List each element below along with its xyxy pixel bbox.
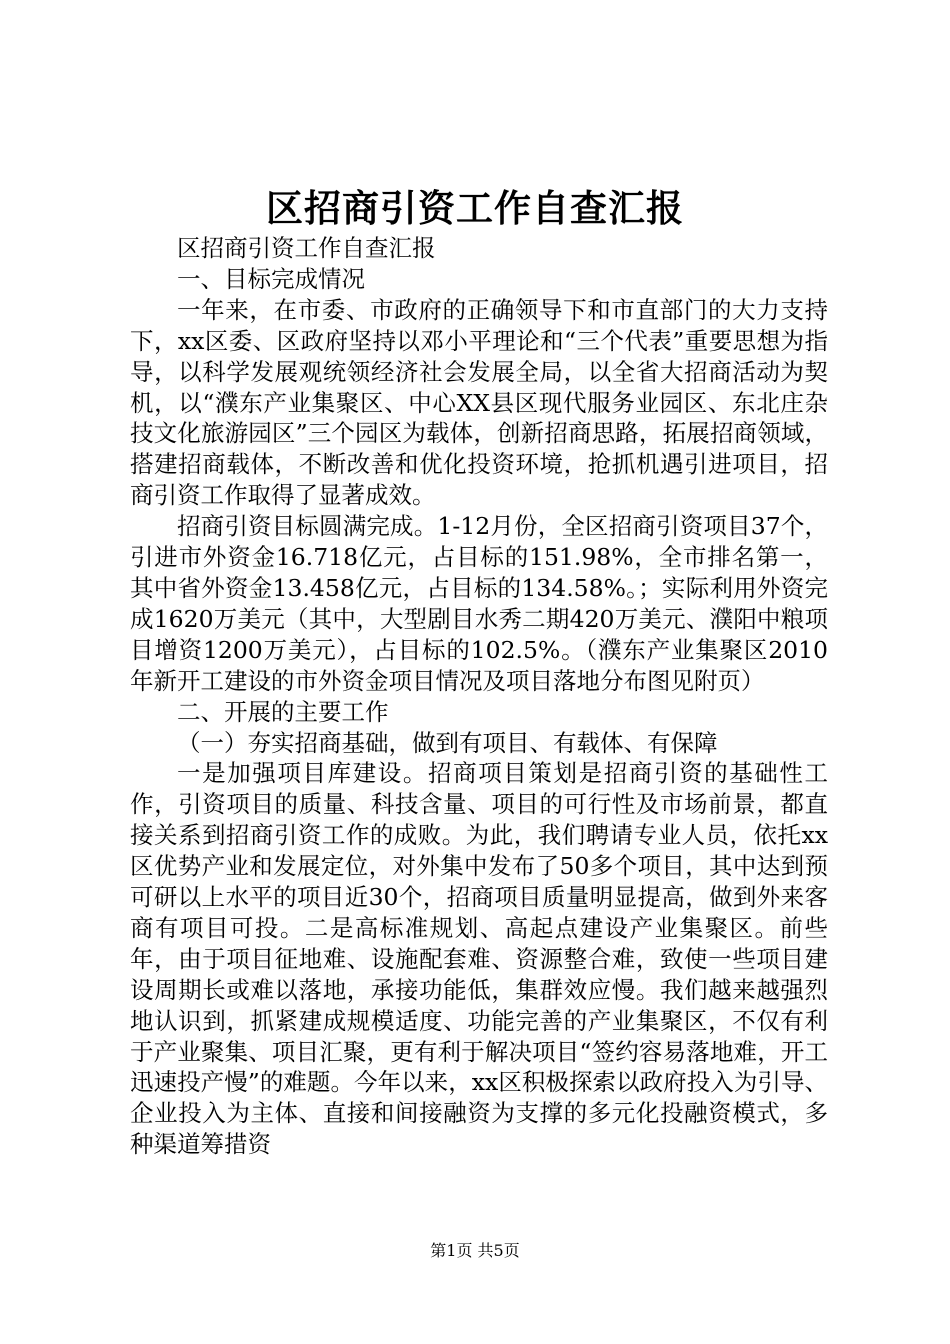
section-heading-1: 一、目标完成情况 bbox=[177, 264, 365, 293]
body-paragraph: 招商引资目标圆满完成。1-12月份，全区招商引资项目37个，引进市外资金16.718亿元，占目标的151.98%，全市排名第一，其中省外资金13.458亿元，占目标的134.58%。；实际利用外资完成1620万美元（其中，大型剧目水秀二期420万美元、濮阳中粮项目增资1200万美元），占目标的102.5%。（濮东产业集聚区2010年新开工建设的市外资金项目情况及项目落地分布图见附页） bbox=[130, 512, 828, 695]
body-paragraph: 一是加强项目库建设。招商项目策划是招商引资的基础性工作，引资项目的质量、科技含量、项目的可行性及市场前景，都直接关系到招商引资工作的成败。为此，我们聘请专业人员，依托xx区优势产业和发展定位，对外集中发布了50多个项目，其中达到预可研以上水平的项目近30个，招商项目质量明显提高，做到外来客商有项目可投。二是高标准规划、高起点建设产业集聚区。前些年，由于项目征地难、设施配套难、资源整合难，致使一些项目建设周期长或难以落地，承接功能低，集群效应慢。我们越来越强烈地认识到，抓紧建成规模适度、功能完善的产业集聚区，不仅有利于产业聚集、项目汇聚，更有利于解决项目“签约容易落地难，开工迅速投产慢”的难题。今年以来，xx区积极探索以政府投入为引导、企业投入为主体、直接和间接融资为支撑的多元化投融资模式，多种渠道筹措资 bbox=[130, 759, 828, 1159]
page-footer: 第1页 共5页 bbox=[430, 1241, 520, 1260]
document-body bbox=[130, 233, 828, 1160]
body-paragraph: 一年来，在市委、市政府的正确领导下和市直部门的大力支持下，xx区委、区政府坚持以邓小平理论和“三个代表”重要思想为指导，以科学发展观统领经济社会发展全局，以全省大招商活动为契机，以“濮东产业集聚区、中心XX县区现代服务业园区、东北庄杂技文化旅游园区”三个园区为载体，创新招商思路，拓展招商领域，搭建招商载体，不断改善和优化投资环境，抢抓机遇引进项目，招商引资工作取得了显著成效。 bbox=[130, 295, 828, 510]
section-heading-2: 二、开展的主要工作 bbox=[177, 697, 389, 726]
body-paragraph-heading: 区招商引资工作自查汇报 bbox=[177, 234, 436, 262]
document-title: 区招商引资工作自查汇报 bbox=[266, 186, 684, 230]
subsection-heading: （一）夯实招商基础，做到有项目、有载体、有保障 bbox=[177, 728, 718, 757]
